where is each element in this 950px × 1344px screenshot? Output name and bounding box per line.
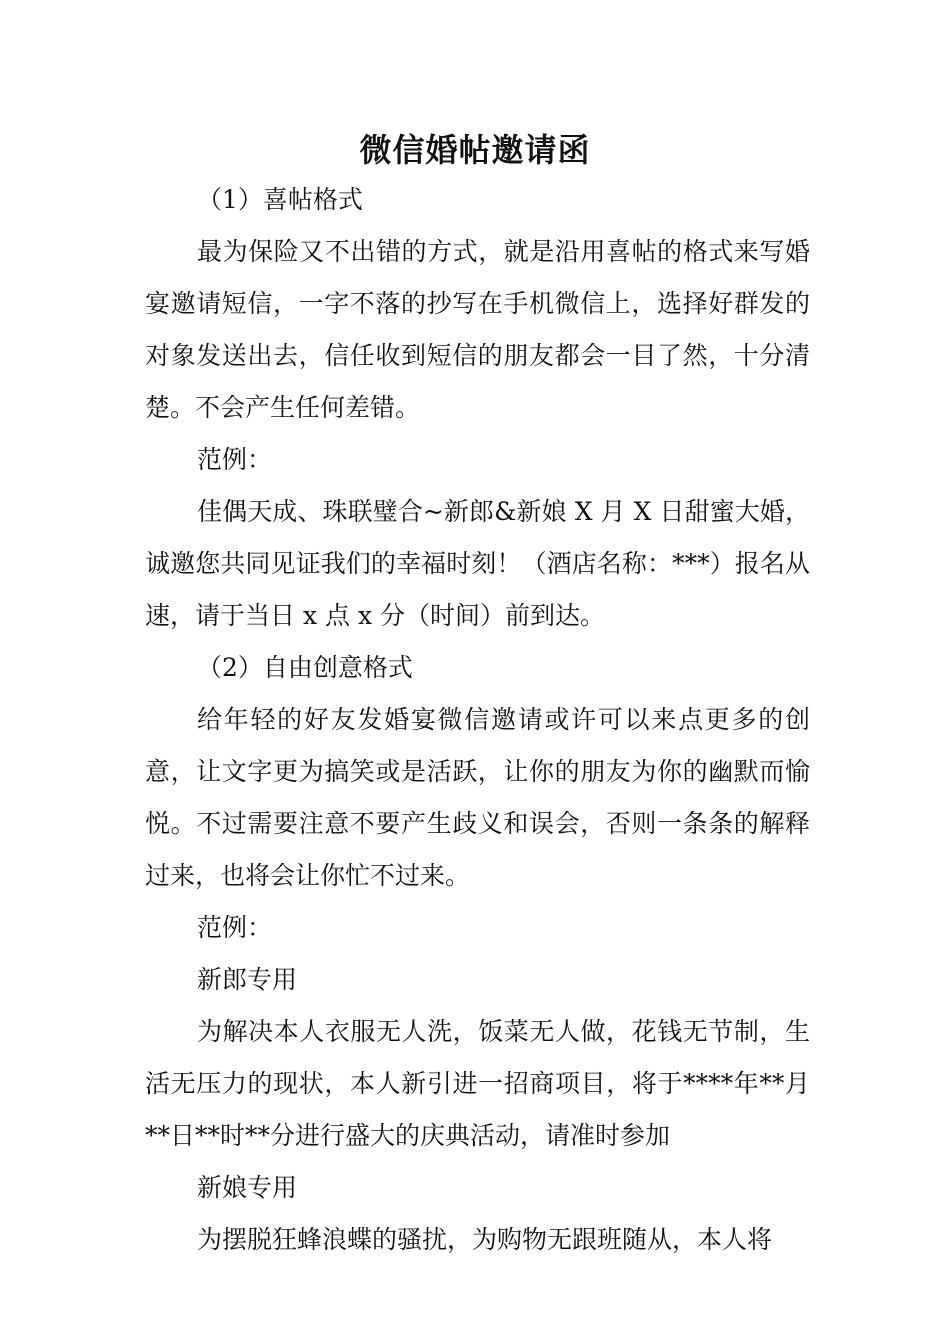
groom-label: 新郎专用: [197, 965, 298, 994]
section-1-body: 最为保险又不出错的方式，就是沿用喜帖的格式来写婚宴邀请短信，一字不落的抄写在手机微信上，选择好群发的对象发送出去，信任收到短信的朋友都会一目了然，十分清楚。不会产生任何差错。: [145, 237, 810, 422]
example-text-1: 佳偶天成、珠联璧合~新郎&新娘 X 月 X 日甜蜜大婚，诚邀您共同见证我们的幸福时刻！（酒店名称：***）报名从速，请于当日 x 点 x 分（时间）前到达。: [145, 497, 810, 630]
document-title: 微信婚帖邀请函: [359, 131, 591, 169]
section-heading-2: （2）自由创意格式: [197, 653, 413, 682]
groom-text: 为解决本人衣服无人洗，饭菜无人做，花钱无节制，生活无压力的现状，本人新引进一招商项目，将于****年**月**日**时**分进行盛大的庆典活动，请准时参加: [145, 1017, 810, 1150]
section-heading-1: （1）喜帖格式: [197, 185, 363, 214]
bride-label: 新娘专用: [197, 1173, 298, 1202]
section-2-body: 给年轻的好友发婚宴微信邀请或许可以来点更多的创意，让文字更为搞笑或是活跃，让你的朋友为你的幽默而愉悦。不过需要注意不要产生歧义和误会，否则一条条的解释过来，也将会让你忙不过来。: [145, 705, 810, 890]
bride-text: 为摆脱狂蜂浪蝶的骚扰，为购物无跟班随从，本人将: [197, 1225, 773, 1254]
example-label-2: 范例：: [197, 913, 273, 942]
example-label-1: 范例：: [197, 445, 273, 474]
